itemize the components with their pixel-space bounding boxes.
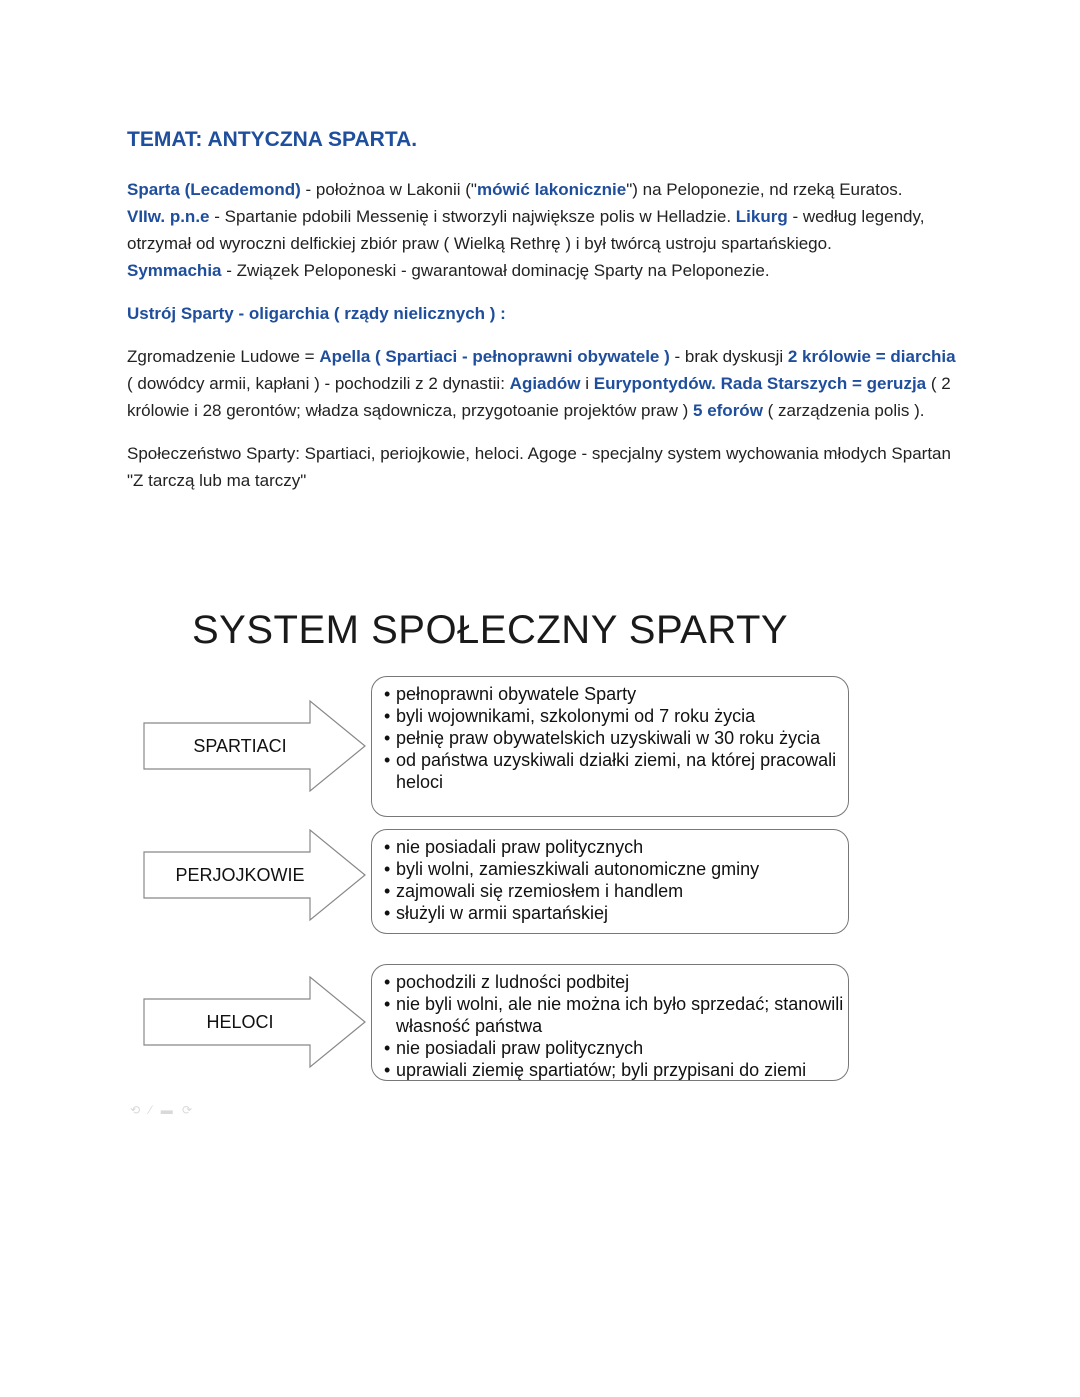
list-item: • nie posiadali praw politycznych <box>384 1037 844 1059</box>
term-eforow: 5 eforów <box>693 401 763 420</box>
term-century: VIIw. p.n.e <box>127 207 210 226</box>
label-spartiaci: SPARTIACI <box>193 736 287 756</box>
box-spartiaci <box>371 676 849 817</box>
term-geruzja: Eurypontydów. Rada Starszych = geruzja <box>593 374 927 393</box>
faint-toolbar-icons: ⟲ ⁄ ▬ ⟳ <box>130 1103 196 1117</box>
text-span: - Spartanie pdobili Messenię i stworzyli największe polis w Helladzie. <box>209 207 736 226</box>
list-item: • nie byli wolni, ale nie można ich było sprzedać; stanowili własność państwa <box>384 993 844 1037</box>
text-span: - Związek Peloponeski - gwarantował dominację Sparty na Peloponezie. <box>221 261 770 280</box>
term-apella: Apella ( Spartiaci - pełnoprawni obywatele ) <box>319 347 670 366</box>
term-diarchia: 2 królowie = diarchia <box>787 347 956 366</box>
spoleczenstwo-paragraph: Społeczeństwo Sparty: Spartiaci, periojkowie, heloci. Agoge - specjalny system wychowania młodych Spartan "Z tarczą lub ma tarczy" <box>127 444 951 490</box>
list-item: • służyli w armii spartańskiej <box>384 902 844 924</box>
term-agiadow: Agiadów <box>509 374 581 393</box>
text-span: Zgromadzenie Ludowe = <box>127 347 320 366</box>
list-item: • byli wojownikami, szkolonymi od 7 roku życia <box>384 705 844 727</box>
term-sparta: Sparta (Lecademond) <box>127 180 301 199</box>
text-span: ") na Peloponezie, nd rzeką Euratos. <box>626 180 903 199</box>
list-item: • pełnię praw obywatelskich uzyskiwali w 30 roku życia <box>384 727 844 749</box>
term-lakonicznie: mówić lakonicznie <box>476 180 627 199</box>
text-span: - według legendy, otrzymał od wyroczni delfickiej zbiór praw ( Wielką Rethrę ) i był twórcą ustroju spartańskiego. <box>127 207 925 253</box>
list-item: • byli wolni, zamieszkiwali autonomiczne gminy <box>384 858 844 880</box>
text-span: i <box>580 374 594 393</box>
box-heloci <box>371 964 849 1081</box>
label-heloci: HELOCI <box>206 1012 274 1032</box>
text-span: ( zarządzenia polis ). <box>762 401 925 420</box>
list-item: • uprawiali ziemię spartiatów; byli przypisani do ziemi <box>384 1059 844 1081</box>
list-item: • zajmowali się rzemiosłem i handlem <box>384 880 844 902</box>
page-title: TEMAT: ANTYCZNA SPARTA. <box>127 128 418 151</box>
list-item: • nie posiadali praw politycznych <box>384 836 844 858</box>
term-likurg: Likurg <box>735 207 788 226</box>
text-span: ( 2 królowie i 28 gerontów; władza sądownicza, przygotoanie projektów praw ) <box>127 374 951 420</box>
label-perjojkowie: PERJOJKOWIE <box>175 865 305 885</box>
text-span: - położnoa w Lakonii (" <box>300 180 477 199</box>
list-item: • pochodzili z ludności podbitej <box>384 971 844 993</box>
list-item: • pełnoprawni obywatele Sparty <box>384 683 844 705</box>
box-perjojkowie <box>371 829 849 934</box>
term-symmachia: Symmachia <box>127 261 222 280</box>
list-item: • od państwa uzyskiwali działki ziemi, na której pracowali heloci <box>384 749 844 793</box>
text-span: ( dowódcy armii, kapłani ) - pochodzili z 2 dynastii: <box>127 374 510 393</box>
text-span: - brak dyskusji <box>669 347 788 366</box>
diagram-title: SYSTEM SPOŁECZNY SPARTY <box>192 608 789 652</box>
ustroj-heading: Ustrój Sparty - oligarchia ( rządy nielicznych ) : <box>127 304 506 323</box>
